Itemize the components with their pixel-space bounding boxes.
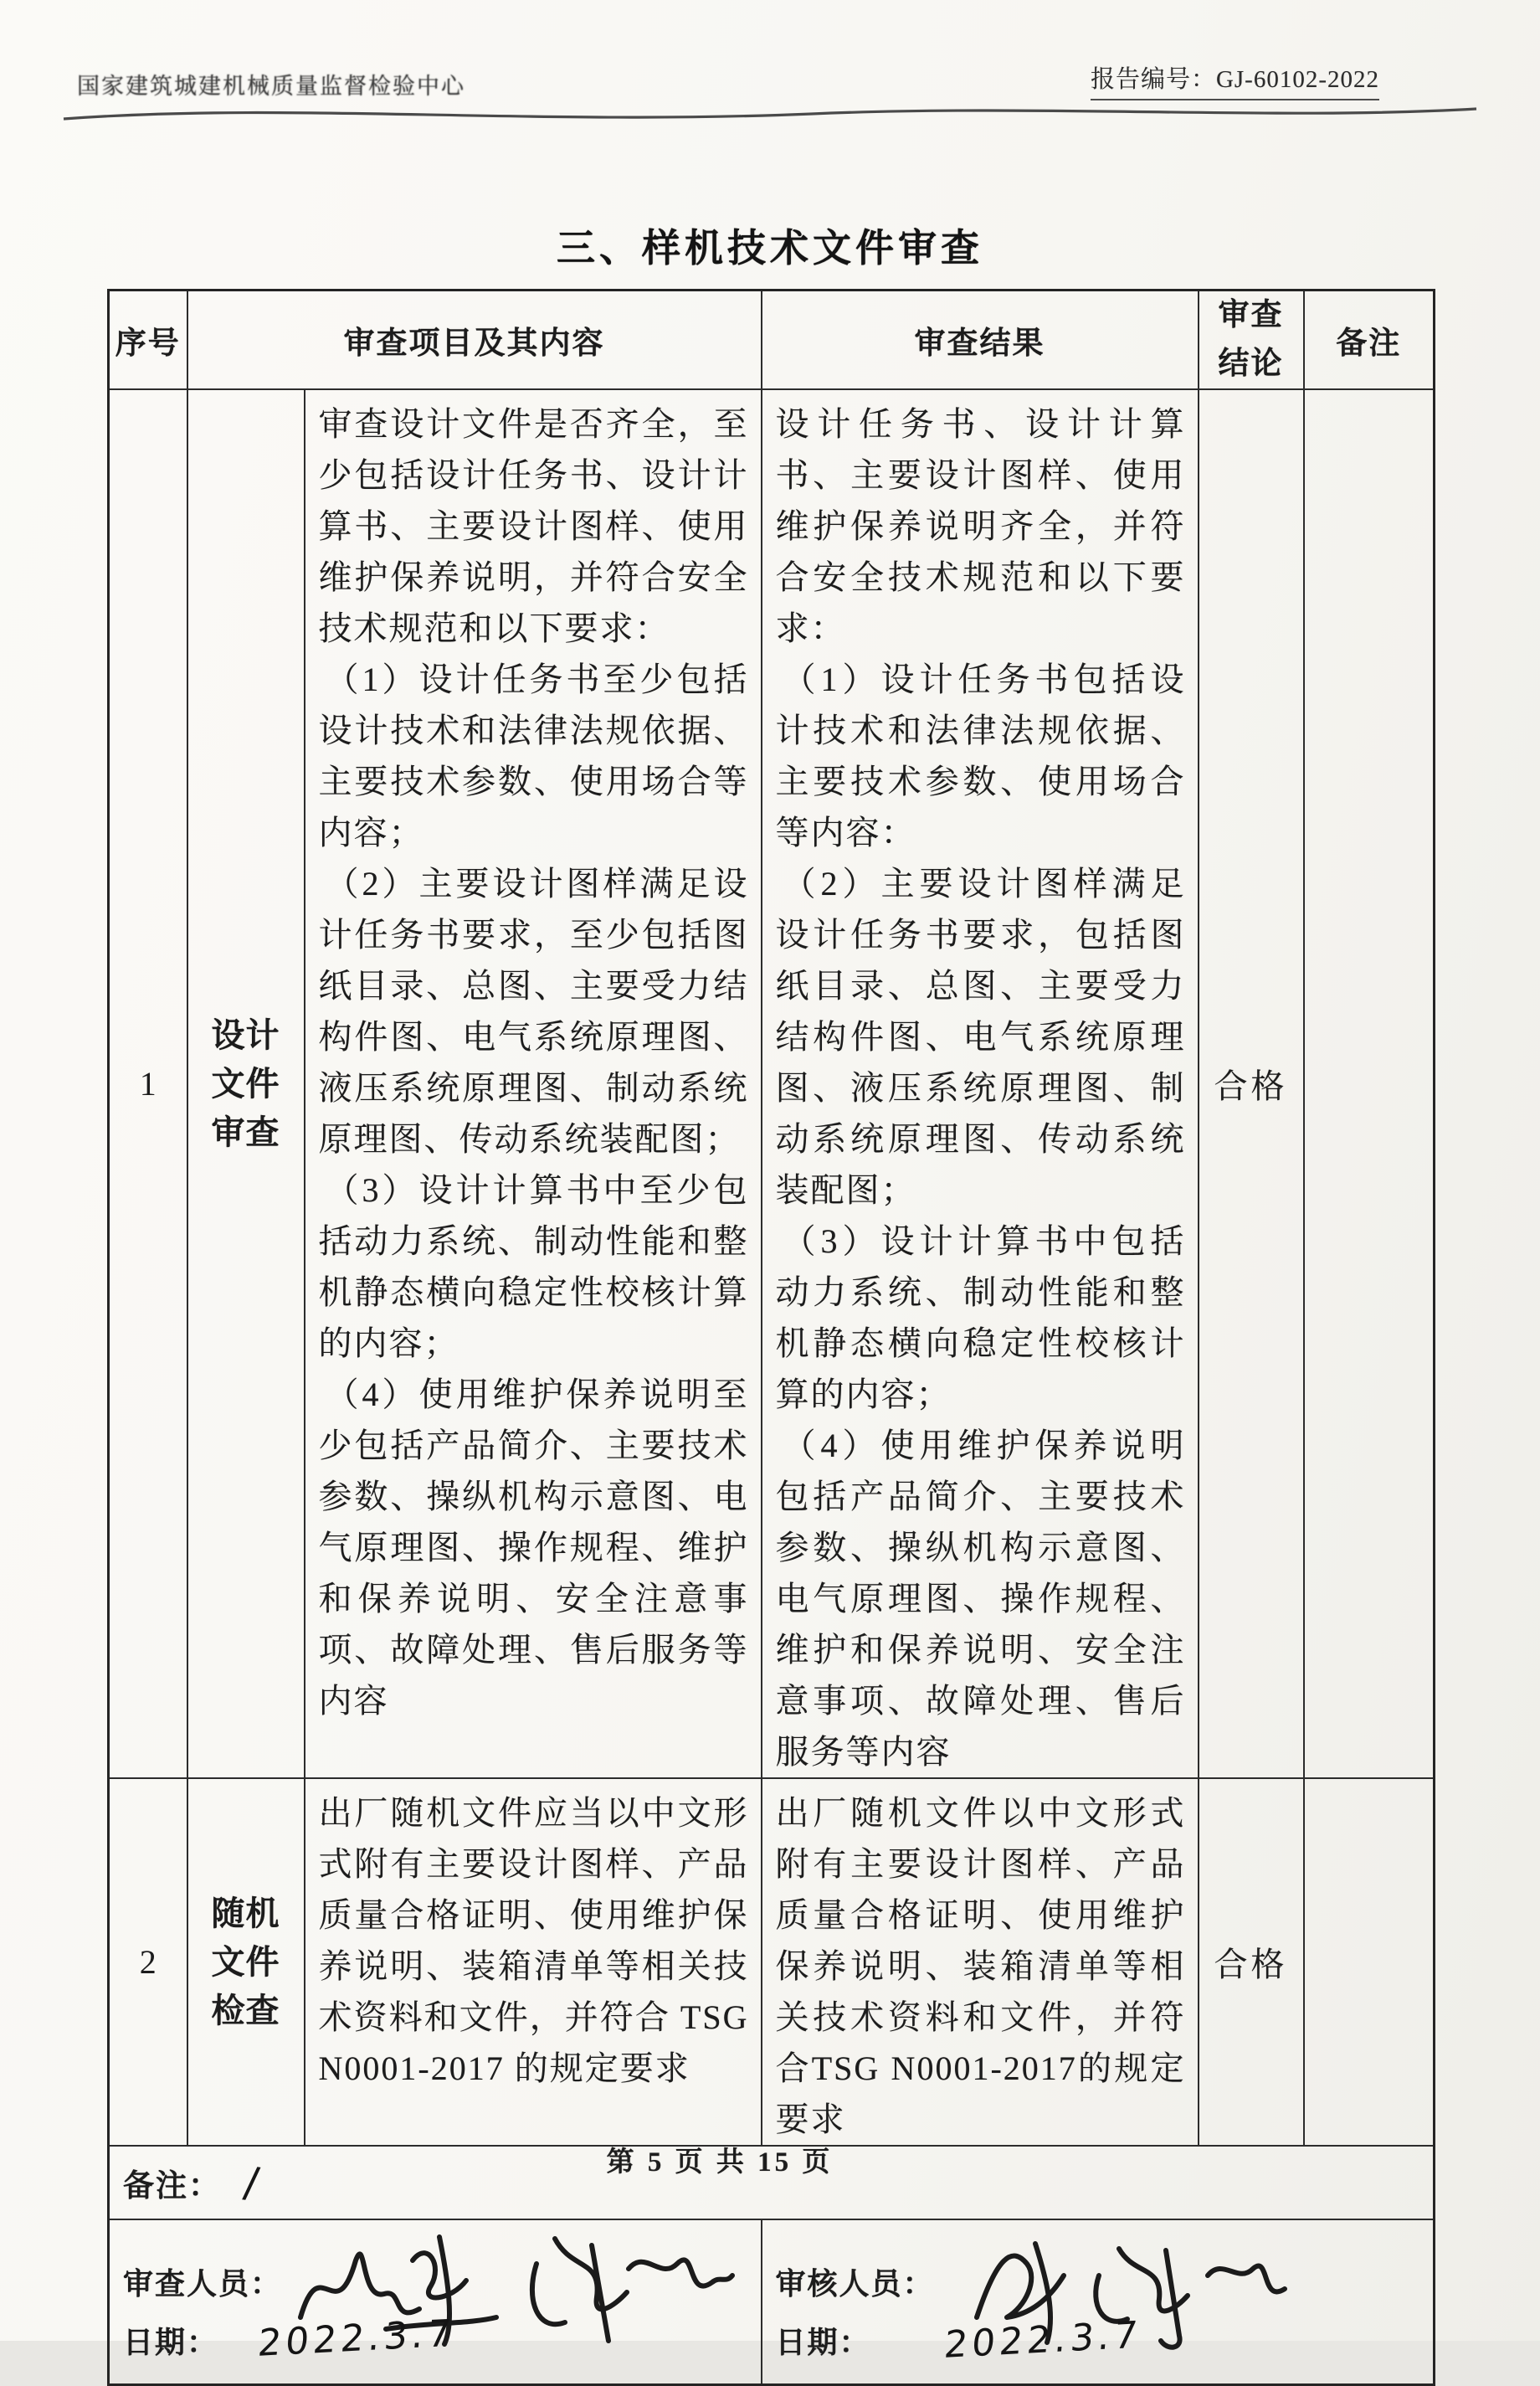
header-item-cell: 审查项目及其内容 (187, 291, 762, 390)
result-content-cell (762, 1778, 1199, 2146)
report-number (1091, 60, 1379, 100)
reviewer-date-label: 日期： (123, 2325, 219, 2359)
signature-row (109, 2219, 1435, 2384)
auditor-sign-cell (762, 2219, 1435, 2384)
item-label-line: 文件 (211, 1942, 280, 1981)
seq-cell: 2 (109, 1778, 187, 2146)
item-label-line: 审查 (211, 1113, 280, 1151)
item-paragraph: （4）使用维护保养说明至少包括产品简介、主要技术参数、操纵机构示意图、电气原理图、操作规程、维护和保养说明、安全注意事项、故障处理、售后服务等内容 (318, 1376, 749, 1720)
item-content-cell (305, 389, 762, 1778)
page-title: 三、样机技术文件审查 (557, 227, 983, 270)
result-paragraph: （4）使用维护保养说明包括产品简介、主要技术参数、操纵机构示意图、电气原理图、操作规程、维护和保养说明、安全注意事项、故障处理、售后服务等内容 (775, 1427, 1186, 1771)
result-paragraph: （1）设计任务书包括设计技术和法律法规依据、主要技术参数、使用场合等内容： (775, 661, 1186, 851)
conclusion-cell: 合格 (1199, 1778, 1304, 2146)
organization-name: 国家建筑城建机械质量监督检验中心 (77, 74, 465, 99)
remark-cell (1304, 389, 1435, 1778)
reviewer-date-value: 2022.3.7 (256, 2311, 458, 2365)
remarks-label: 备注： (123, 2169, 221, 2203)
header-result-cell: 审查结果 (762, 291, 1199, 390)
item-paragraph: 出厂随机文件应当以中文形式附有主要设计图样、产品质量合格证明、使用维护保养说明、装箱清单等相关技术资料和文件，并符合 TSG N0001-2017 的规定要求 (318, 1794, 749, 2087)
report-number-value: GJ-60102-2022 (1215, 66, 1379, 93)
item-paragraph: （2）主要设计图样满足设计任务书要求，至少包括图纸目录、总图、主要受力结构件图、电气系统原理图、液压系统原理图、制动系统原理图、传动系统装配图； (318, 865, 749, 1158)
header-seq-cell: 序号 (109, 291, 187, 390)
reviewer-sign-cell (109, 2219, 762, 2384)
table-row-accompanying-docs (109, 1778, 1435, 2146)
item-paragraph: （1）设计任务书至少包括设计技术和法律法规依据、主要技术参数、使用场合等内容； (318, 661, 749, 851)
header-conclusion-line2: 结论 (1218, 347, 1284, 381)
conclusion-cell: 合格 (1199, 389, 1304, 1778)
auditor-date-label: 日期： (775, 2325, 871, 2359)
page-header (77, 60, 1379, 100)
result-paragraph: （3）设计计算书中包括动力系统、制动性能和整机静态横向稳定性校核计算的内容； (775, 1222, 1186, 1413)
result-paragraph: 出厂随机文件以中文形式附有主要设计图样、产品质量合格证明、使用维护保养说明、装箱清单等相关技术资料和文件，并符合TSG N0001-2017的规定要求 (775, 1794, 1186, 2138)
result-content-cell (762, 389, 1199, 1778)
item-label-line: 检查 (211, 1991, 280, 2029)
item-paragraph: （3）设计计算书中至少包括动力系统、制动性能和整机静态横向稳定性校核计算的内容； (318, 1171, 749, 1362)
table-header-row (109, 291, 1435, 390)
header-underline (59, 99, 1481, 127)
remark-cell (1304, 1778, 1435, 2146)
auditor-label: 审核人员： (775, 2267, 935, 2301)
header-conclusion-cell (1199, 291, 1304, 390)
item-label-cell (187, 389, 305, 1778)
item-label-line: 设计 (211, 1016, 280, 1054)
item-paragraph: 审查设计文件是否齐全，至少包括设计任务书、设计计算书、主要设计图样、使用维护保养说明，并符合安全技术规范和以下要求： (318, 405, 749, 647)
report-number-label: 报告编号： (1090, 66, 1216, 93)
table-row-design-review (109, 389, 1435, 1778)
header-conclusion-line1: 审查 (1218, 298, 1284, 332)
remarks-value: / (241, 2157, 262, 2208)
header-remark-cell: 备注 (1304, 291, 1435, 390)
review-table (107, 289, 1435, 2386)
item-content-cell (305, 1778, 762, 2146)
page-footer: 第 5 页 共 15 页 (606, 2147, 834, 2178)
reviewer-label: 审查人员： (123, 2267, 283, 2301)
auditor-date-value: 2022.3.7 (942, 2312, 1143, 2367)
item-label-line: 文件 (211, 1064, 280, 1103)
result-paragraph: 设计任务书、设计计算书、主要设计图样、使用维护保养说明齐全，并符合安全技术规范和以下要求： (775, 405, 1186, 647)
item-label-cell (187, 1778, 305, 2146)
seq-cell: 1 (109, 389, 187, 1778)
item-label-line: 随机 (211, 1894, 280, 1932)
result-paragraph: （2）主要设计图样满足设计任务书要求，包括图纸目录、总图、主要受力结构件图、电气系统原理图、液压系统原理图、制动系统原理图、传动系统装配图； (775, 865, 1186, 1209)
